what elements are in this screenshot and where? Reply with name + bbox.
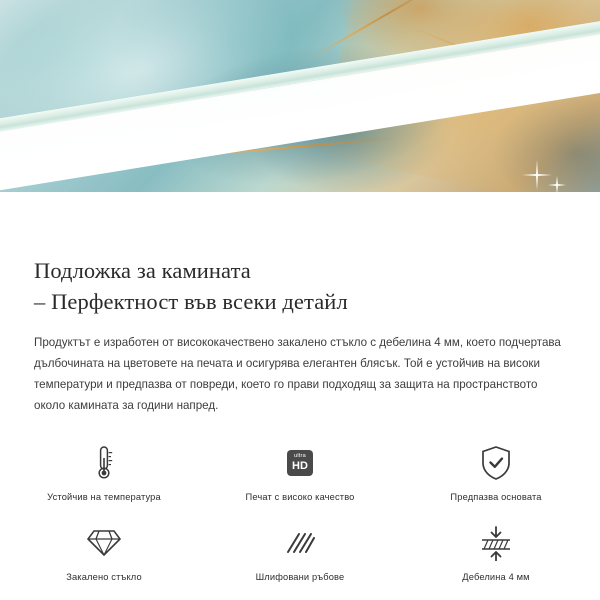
feature-caption: Дебелина 4 мм [462,572,530,583]
feature-item [202,442,398,518]
thickness-arrows-icon [479,522,513,564]
feature-caption: Устойчив на температура [47,492,161,503]
thermometer-icon [94,442,114,484]
headline-line-1: Подложка за камината [34,258,251,284]
feature-caption: Закалено стъкло [66,572,142,583]
ultra-hd-badge-icon: ultra HD [287,442,313,484]
shield-check-icon [480,442,512,484]
hero-product-image [0,0,600,218]
feature-caption: Шлифовани ръбове [255,572,345,583]
feature-item [398,522,594,598]
feature-caption: Печат с високо качество [245,492,355,503]
description-paragraph: Продуктът е изработен от висококачествено закалено стъкло с дебелина 4 мм, което подчертава дълбочината на цветовете на печата и осигурява елегантен блясък. Той е устойчив на високи температури и предпазва от повреди, което го прави подходящ за защита на пространството около камината за години напред. [34,336,561,413]
text-content [0,218,600,416]
page-title [34,255,566,317]
feature-grid [0,442,600,598]
feature-caption: Предпазва основата [450,492,542,503]
polished-edges-icon [285,522,315,564]
headline-line-2: – Перфектност във всеки детайл [34,289,348,315]
image-bottom-fade [0,192,600,218]
feature-item [6,522,202,598]
feature-item [6,442,202,518]
feature-item [398,442,594,518]
diamond-icon [86,522,122,564]
feature-item [202,522,398,598]
